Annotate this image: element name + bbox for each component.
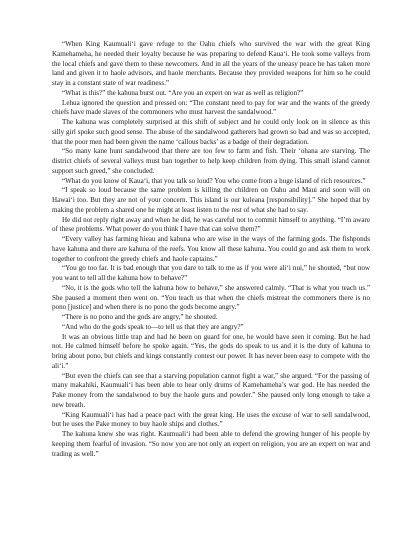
book-page	[52, 40, 370, 459]
paragraph: The kahuna was completely surprised at this shift of subject and he could only look on in silence as this silly girl spoke such good sense. The abuse of the sandalwood gatherers had grown so bad and was so accepted, that the poor men had been given the name ‘callous backs’ as a badge of their degradation.	[52, 118, 370, 146]
paragraph: “So many kane hunt sandalwood that there are too few to farm and fish. Their ‘ohana are starving. The district chiefs of several valleys must ban together to help keep children from dying. This small island cannot support such greed,” she concluded.	[52, 147, 370, 175]
paragraph: Lehua ignored the question and pressed on: “The constant need to pay for war and the wants of the greedy chiefs have made slaves of the commoners who must harvest the sandalwood.”	[52, 98, 370, 117]
paragraph: “But even the chiefs can see that a starving population cannot fight a war,” she argued. “For the passing of many makahiki, Kaumuali‘i has been able to hear only drums of Kamehameha’s war god. He has needed the Pake money from the sandalwood to buy the haole guns and powder.” She paused only long enough to take a new breath.	[52, 371, 370, 409]
paragraph: “Every valley has farming hieau and kahuna who are wise in the ways of the farming gods. The fishponds have kahuna and there are kahuna of the reefs. You know all these kahuna. You could go and ask them to work together to confront the greedy chiefs and haole captains.”	[52, 235, 370, 263]
paragraph: “No, it is the gods who tell the kahuna how to behave,” she answered calmly. “That is what you teach us.” She paused a moment then went on. “You teach us that when the chiefs mistreat the commoners there is no pono [justice] and when there is no pono the gods become angry.”	[52, 283, 370, 312]
paragraph: “King Kaumuali‘i has had a peace pact with the great king. He uses the excuse of war to sell sandalwood, but he uses the Pake money to buy haole ships and clothes.”	[52, 410, 370, 429]
paragraph: “What do you know of Kaua‘i, that you talk so loud? You who come from a huge island of rich resources.”	[62, 176, 366, 185]
paragraph: “What is this?” the kahuna burst out. “Are you an expert on war as well as religion?”	[62, 88, 304, 97]
paragraph: “There is no pono and the gods are angry,” he shouted.	[62, 313, 218, 321]
paragraph: It was an obvious little trap and had he been on guard for one, he would have seen it coming. But he had not. He calmed himself before he spoke again. “Yes, the gods do speak to us and it is the duty of kahuna to bring about pono, but chiefs and kings constantly contest our power. It has never been easy to compete with the ali‘i.”	[52, 332, 370, 370]
paragraph: The kahuna knew she was right. Kaumuali‘i had been able to defend the growing hunger of his people by keeping them fearful of invasion. “So now you are not only an expert on religion, you are an expert on war and trading as well.”	[52, 430, 370, 458]
paragraph: “I speak so loud because the same problem is killing the children on Oahu and Maui and soon will on Hawai‘i too. But they are not of your concern. This island is our kuleana [responsibility].” She hoped that by making the problem a shared one he might at least listen to the rest of what she had to say.	[52, 186, 370, 214]
paragraph: He did not reply right away and when he did, he was careful not to commit himself to anything. “I’m aware of these problems. What power do you think I have that can solve them?”	[52, 215, 370, 234]
paragraph: “You go too far. It is bad enough that you dare to talk to me as if you were ali‘i nui,” he shouted, “but now you want to tell all the kahuna how to behave?”	[52, 264, 370, 282]
paragraph: “When King Kaumuali‘i gave refuge to the Oahu chiefs who survived the war with the great King Kamehameha, he needed their loyalty because he was preparing to defend Kaua‘i. He took some valleys from the local chiefs and gave them to these newcomers. And in all the years of the uneasy peace he has taken more land and given it to haole advisors, and haole merchants. Because they provided weapons for him so he could stay in a constant state of war readiness.”	[52, 40, 370, 87]
paragraph: “And who do the gods speak to—to tell us that they are angry?”	[62, 322, 244, 331]
